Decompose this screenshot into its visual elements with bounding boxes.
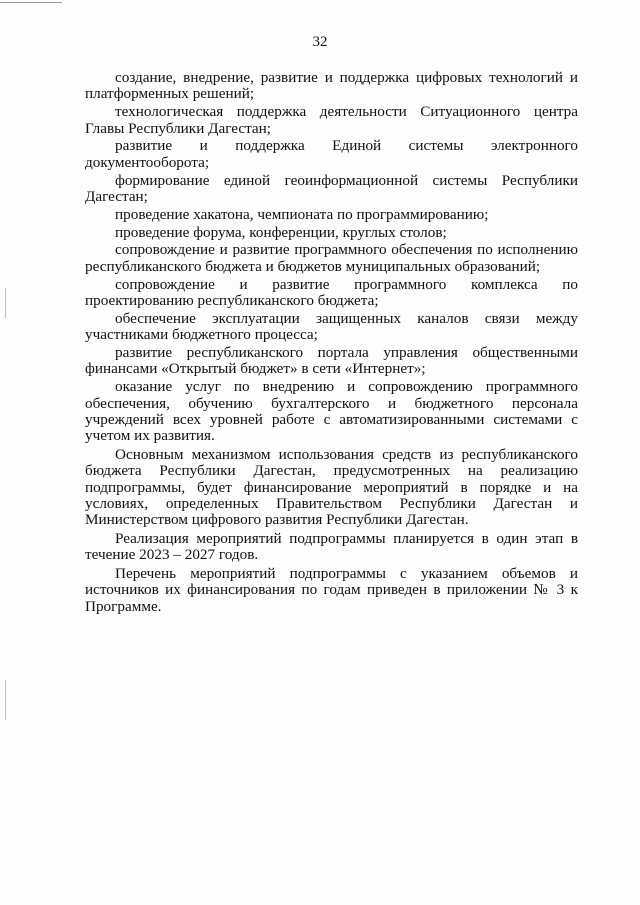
list-item: создание, внедрение, развитие и поддержка цифровых технологий и платформенных решений; [85,69,578,103]
paragraph: Основным механизмом использования средств из республиканского бюджета Республики Дагестан, предусмотренных на реализацию подпрограммы, будет финансирование мероприятий в порядке и на условиях, определенных Правительством Республики Дагестан и Министерством цифрового развития Республики Дагестан. [85,445,578,529]
list-item: сопровождение и развитие программного обеспечения по исполнению республиканского бюджета и бюджетов муниципальных образований; [85,241,578,275]
top-edge-rule [0,2,62,3]
list-item: обеспечение эксплуатации защищенных каналов связи между участниками бюджетного процесса; [85,309,578,344]
list-item: проведение хакатона, чемпионата по программированию; [115,205,489,223]
page-number: 32 [312,34,328,50]
margin-mark [5,288,6,318]
list-item: развитие и поддержка Единой системы электронного документооборота; [85,137,578,171]
body-text [85,70,578,615]
margin-mark [5,680,6,720]
list-item: формирование единой геоинформационной системы Республики Дагестан; [85,171,578,206]
list-item: развитие республиканского портала управления общественными финансами «Открытый бюджет» в сети «Интернет»; [85,344,578,378]
paragraph: Перечень мероприятий подпрограммы с указанием объемов и источников их финансирования по годам приведен в приложении № 3 к Программе. [85,564,578,615]
list-item: проведение форума, конференции, круглых столов; [115,223,447,241]
list-item: технологическая поддержка деятельности Ситуационного центра Главы Республики Дагестан; [85,103,578,137]
list-item: оказание услуг по внедрению и сопровождению программного обеспечения, обучению бухгалтерского и бюджетного персонала учреждений всех уровней работе с автоматизированными системами с учетом их развития. [85,378,578,445]
paragraph: Реализация мероприятий подпрограммы планируется в один этап в течение 2023 – 2027 годов. [85,529,578,564]
list-item: сопровождение и развитие программного комплекса по проектированию республиканского бюджета; [85,275,578,310]
